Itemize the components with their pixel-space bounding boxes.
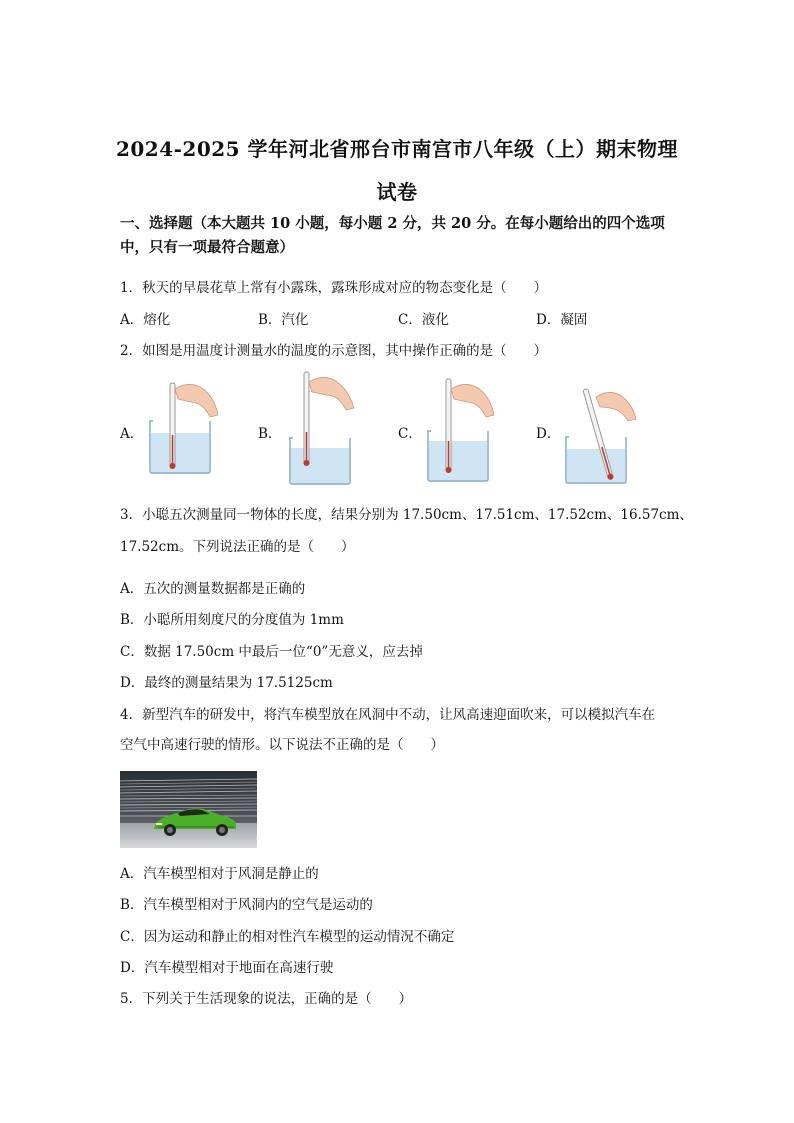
figure-c-thermometer-beaker bbox=[418, 375, 498, 483]
question-4-option-d: D．汽车模型相对于地面在高速行驶 bbox=[120, 960, 334, 976]
question-1-option-d: D．凝固 bbox=[536, 312, 588, 328]
figure-b-thermometer-beaker bbox=[280, 368, 360, 486]
exam-title-line-1: 2024-2025 学年河北省邢台市南宫市八年级（上）期末物理 bbox=[115, 137, 679, 161]
section-heading: 一、选择题（本大题共 10 小题，每小题 2 分，共 20 分。在每小题给出的四个选项中，只有一项最符合题意） bbox=[120, 215, 665, 256]
question-3-option-d: D．最终的测量结果为 17.5125cm bbox=[120, 675, 333, 691]
figure-a-thermometer-beaker bbox=[140, 375, 220, 475]
figure-d-thermometer-beaker bbox=[560, 385, 640, 485]
exam-title-line-2: 试卷 bbox=[376, 180, 418, 204]
figure-b-label: B． bbox=[258, 426, 282, 442]
question-2-stem: 2．如图是用温度计测量水的温度的示意图，其中操作正确的是（ ） bbox=[120, 343, 548, 359]
figure-a-label: A． bbox=[120, 426, 144, 442]
question-5-stem: 5．下列关于生活现象的说法，正确的是（ ） bbox=[120, 991, 413, 1007]
wind-tunnel-car-photo bbox=[120, 771, 257, 848]
question-4-option-a: A．汽车模型相对于风洞是静止的 bbox=[120, 866, 319, 882]
question-4-stem-line-1: 4．新型汽车的研发中，将汽车模型放在风洞中不动，让风高速迎面吹来，可以模拟汽车在 bbox=[120, 707, 656, 723]
figure-d-label: D． bbox=[536, 426, 561, 442]
question-1-option-c: C．液化 bbox=[398, 312, 449, 328]
question-4-option-c: C．因为运动和静止的相对性汽车模型的运动情况不确定 bbox=[120, 929, 455, 945]
question-3-option-a: A．五次的测量数据都是正确的 bbox=[120, 581, 306, 597]
question-1-option-a: A．熔化 bbox=[120, 312, 171, 328]
question-3-option-c: C．数据 17.50cm 中最后一位“0”无意义，应去掉 bbox=[120, 644, 423, 660]
question-1-option-b: B．汽化 bbox=[258, 312, 309, 328]
question-3-stem-line-1: 3．小聪五次测量同一物体的长度，结果分别为 17.50cm、17.51cm、17.52cm、16.57cm、 bbox=[120, 507, 693, 523]
question-4-stem-line-2: 空气中高速行驶的情形。以下说法不正确的是（ ） bbox=[120, 737, 444, 753]
question-3-option-b: B．小聪所用刻度尺的分度值为 1mm bbox=[120, 612, 344, 628]
question-4-option-b: B．汽车模型相对于风洞内的空气是运动的 bbox=[120, 897, 373, 913]
question-1-stem: 1．秋天的早晨花草上常有小露珠，露珠形成对应的物态变化是（ ） bbox=[120, 280, 548, 296]
question-3-stem-line-2: 17.52cm。下列说法正确的是（ ） bbox=[120, 539, 355, 555]
figure-c-label: C． bbox=[398, 426, 422, 442]
